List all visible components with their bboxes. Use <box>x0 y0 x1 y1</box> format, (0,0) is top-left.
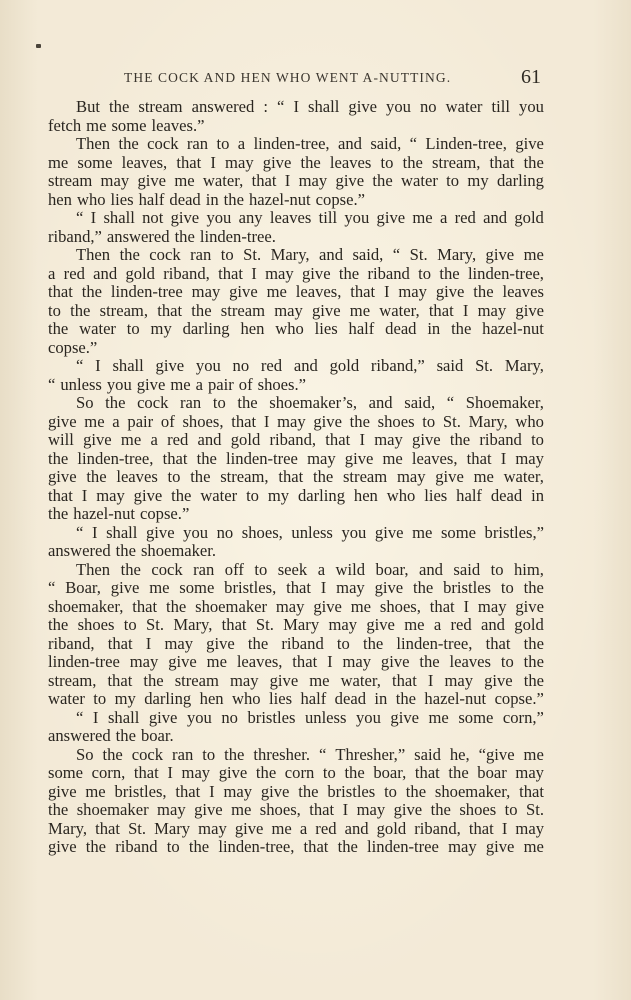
text-line: the hazel-nut copse.” <box>48 504 190 523</box>
text-line: answered the boar. <box>48 726 174 745</box>
text-line: stream may give me water, that I may give the water to my darling <box>48 171 544 190</box>
text-line: stream, that the stream may give me water, that I may give the <box>48 670 544 690</box>
text-line: riband,” answered the linden-tree. <box>48 226 276 246</box>
text-line: will give me a red and gold riband, that I may give the riband to <box>48 430 544 449</box>
text-line: Then the cock ran to St. Mary, and said, “ St. Mary, give me <box>76 245 544 264</box>
text-line: a red and gold riband, that I may give the riband to the linden-tree, <box>48 263 544 283</box>
running-title: THE COCK AND HEN WHO WENT A-NUTTING. <box>124 70 452 85</box>
text-line: riband, that I may give the riband to the linden-tree, that the <box>48 633 544 653</box>
text-line: “ I shall give you no bristles unless you give me some corn,” <box>76 707 544 727</box>
text-line: “ unless you give me a pair of shoes.” <box>48 374 307 394</box>
text-line: shoemaker, that the shoemaker may give me shoes, that I may give <box>48 596 544 616</box>
body-text <box>48 98 544 857</box>
text-line: the linden-tree, that the linden-tree may give me leaves, that I may <box>48 448 544 468</box>
text-line: that the linden-tree may give me leaves, that I may give the leaves <box>48 282 544 301</box>
text-line: “ Boar, give me some bristles, that I may give the bristles to the <box>48 578 544 597</box>
text-line: So the cock ran to the shoemaker’s, and said, “ Shoemaker, <box>76 393 544 412</box>
page-number: 61 <box>521 66 541 88</box>
ink-mark <box>36 44 41 48</box>
text-line: Then the cock ran off to seek a wild boar, and said to him, <box>76 559 544 579</box>
text-line: the shoes to St. Mary, that St. Mary may give me a red and gold <box>48 615 544 634</box>
text-line: the shoemaker may give me shoes, that I may give the shoes to St. <box>48 800 544 819</box>
text-line: give the riband to the linden-tree, that the linden-tree may give me <box>48 837 544 856</box>
text-line: fetch me some leaves.” <box>48 115 205 135</box>
text-line: So the cock ran to the thresher. “ Thresher,” said he, “give me <box>76 744 544 764</box>
text-line: “ I shall give you no shoes, unless you give me some bristles,” <box>76 522 544 542</box>
text-line: give me a pair of shoes, that I may give the shoes to St. Mary, who <box>48 411 544 431</box>
running-header <box>0 66 631 92</box>
text-line: linden-tree may give me leaves, that I may give the leaves to the <box>48 652 544 671</box>
text-line: answered the shoemaker. <box>48 541 217 560</box>
text-line: some corn, that I may give the corn to the boar, that the boar may <box>48 763 544 782</box>
text-line: water to my darling hen who lies half dead in the hazel-nut copse.” <box>48 689 544 708</box>
text-line: “ I shall give you no red and gold riband,” said St. Mary, <box>76 356 544 375</box>
text-line: me some leaves, that I may give the leaves to the stream, that the <box>48 152 544 172</box>
text-line: “ I shall not give you any leaves till you give me a red and gold <box>76 208 544 227</box>
text-line: the water to my darling hen who lies half dead in the hazel-nut <box>48 319 544 338</box>
text-line: But the stream answered : “ I shall give you no water till you <box>76 97 544 116</box>
text-line: Then the cock ran to a linden-tree, and said, “ Linden-tree, give <box>76 134 544 153</box>
text-line: that I may give the water to my darling hen who lies half dead in <box>48 485 544 505</box>
text-line: Mary, that St. Mary may give me a red and gold riband, that I may <box>48 818 544 838</box>
text-line: hen who lies half dead in the hazel-nut copse.” <box>48 189 365 209</box>
text-line: give the leaves to the stream, that the stream may give me water, <box>48 467 544 486</box>
text-line: to the stream, that the stream may give me water, that I may give <box>48 300 544 320</box>
text-line: give me bristles, that I may give the bristles to the shoemaker, that <box>48 781 544 801</box>
text-line: copse.” <box>48 337 98 357</box>
